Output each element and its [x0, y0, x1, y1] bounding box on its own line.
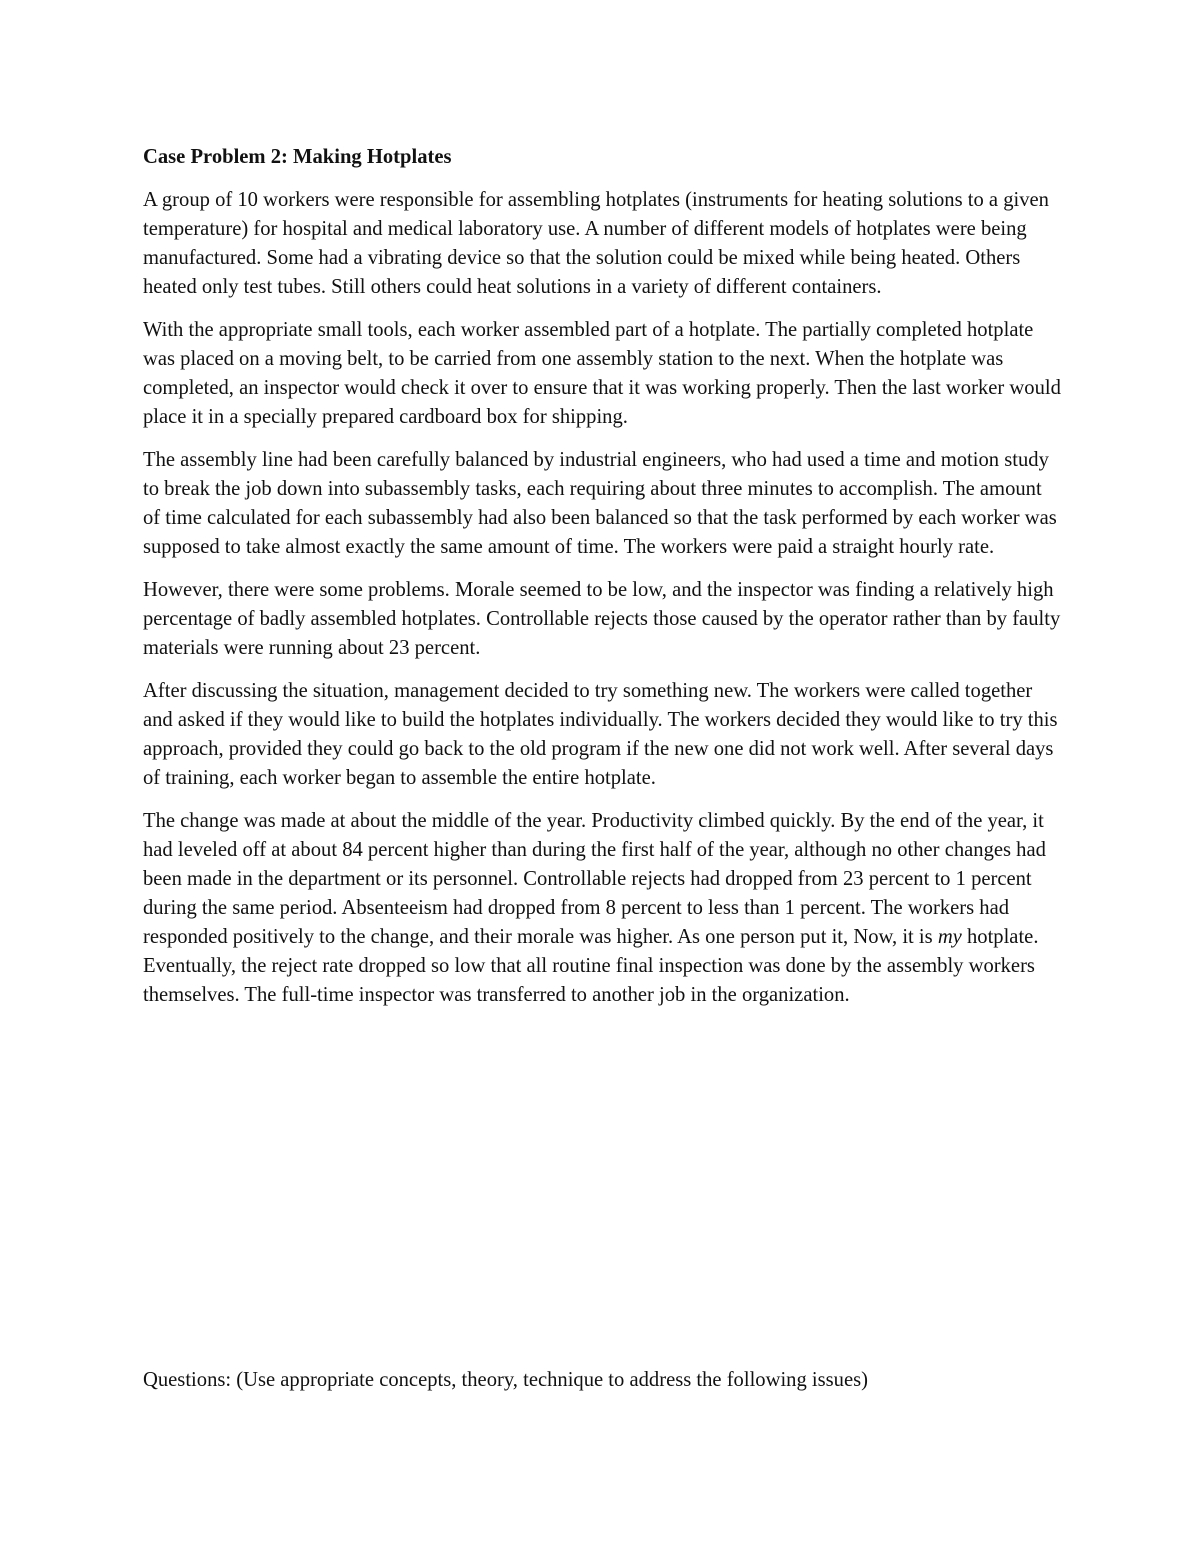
page-title: Case Problem 2: Making Hotplates	[143, 146, 452, 168]
questions-heading: Questions: (Use appropriate concepts, theory, technique to address the following issues)	[143, 1369, 868, 1391]
paragraph-5: After discussing the situation, management decided to try something new. The workers were called together and asked if they would like to build the hotplates individually. The workers decided they would like to try this approach, provided they could go back to the old program if the new one did not work well. After several days of training, each worker began to assemble the entire hotplate.	[143, 680, 1058, 789]
paragraph-6-text-end: hotplate. Eventually, the reject rate dropped so low that all routine final inspection was done by the assembly workers themselves. The full-time inspector was transferred to another job in the organization.	[143, 926, 1039, 1006]
paragraph-3: The assembly line had been carefully balanced by industrial engineers, who had used a time and motion study to break the job down into subassembly tasks, each requiring about three minutes to accomplish. The amount of time calculated for each subassembly had also been balanced so that the task performed by each worker was supposed to take almost exactly the same amount of time. The workers were paid a straight hourly rate.	[143, 449, 1057, 558]
paragraph-6-text-start: The change was made at about the middle of the year. Productivity climbed quickly. By the end of the year, it had leveled off at about 84 percent higher than during the first half of the year, although no other changes had been made in the department or its personnel. Controllable rejects had dropped from 23 percent to 1 percent during the same period. Absenteeism had dropped from 8 percent to less than 1 percent. The workers had responded positively to the change, and their morale was higher. As one person put it, Now, it is	[143, 810, 1046, 948]
document-body	[143, 143, 1063, 1024]
paragraph-6	[143, 807, 1063, 1010]
emphasis-my: my	[937, 926, 962, 948]
paragraph-4: However, there were some problems. Morale seemed to be low, and the inspector was finding a relatively high percentage of badly assembled hotplates. Controllable rejects those caused by the operator rather than by faulty materials were running about 23 percent.	[143, 579, 1061, 659]
paragraph-1: A group of 10 workers were responsible for assembling hotplates (instruments for heating solutions to a given temperature) for hospital and medical laboratory use. A number of different models of hotplates were being manufactured. Some had a vibrating device so that the solution could be mixed while being heated. Others heated only test tubes. Still others could heat solutions in a variety of different containers.	[143, 189, 1049, 298]
paragraph-2: With the appropriate small tools, each worker assembled part of a hotplate. The partially completed hotplate was placed on a moving belt, to be carried from one assembly station to the next. When the hotplate was completed, an inspector would check it over to ensure that it was working properly. Then the last worker would place it in a specially prepared cardboard box for shipping.	[143, 319, 1061, 428]
